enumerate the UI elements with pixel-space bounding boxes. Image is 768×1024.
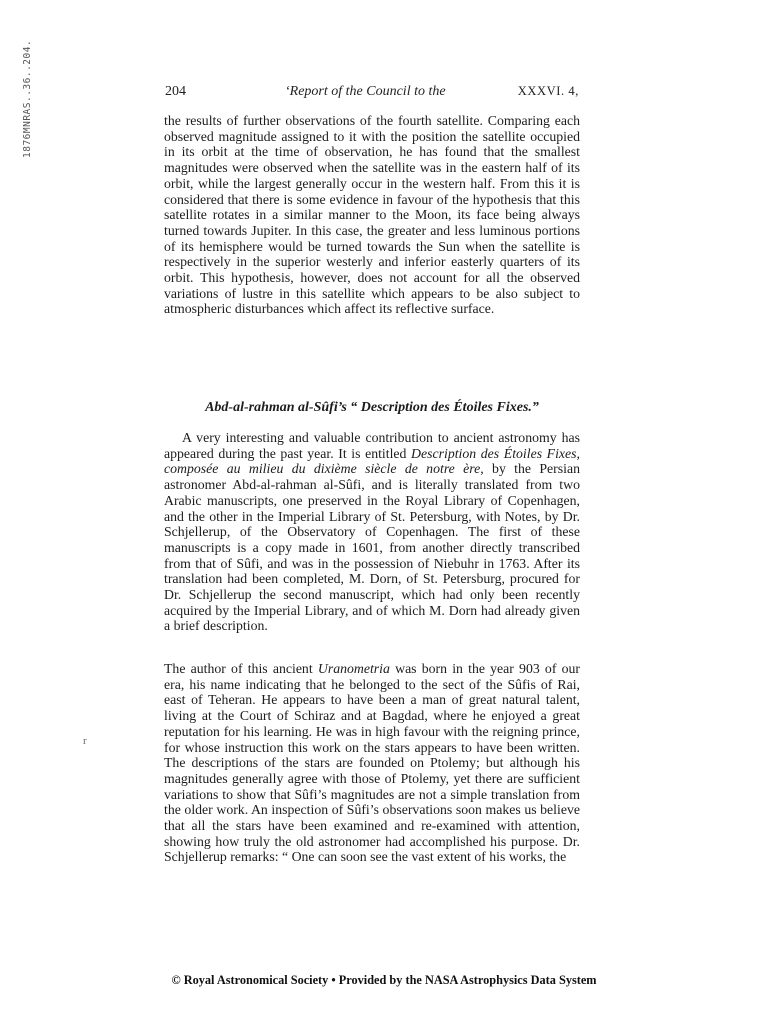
text-run: The author of this ancient — [164, 661, 318, 676]
italic-term: Uranometria — [317, 661, 390, 676]
text-run: , by the Persian astronomer Abd-al-rahman al-Sûfi, and is literally translated from two Arabic manuscripts, one preserved in the Royal Library of Copenhagen, and the other in the Imperial Library of St. Petersburg, with Notes, by Dr. Schjellerup, of the Observatory of Copenhagen. The first of these manuscripts is a copy made in 1601, from another directly transcribed from that of Sûfi, and was in the possession of Niebuhr in 1763. After its translation had been completed, M. Dorn, of St. Petersburg, procured for Dr. Schjellerup the second manuscript, which had only been recently acquired by the Imperial Library, and of which M. Dorn had already given a brief description. — [164, 461, 580, 634]
text-run: was born in the year 903 of our era, his name indicating that he belonged to the sect of the Sûfis of Rai, east of Teheran. He appears to have been a man of great natural talent, living at the Court of Schiraz and at Bagdad, where he enjoyed a great reputation for his learning. He was in high favour with the reigning prince, for whose instruction this work on the stars appears to have been written. The descriptions of the stars are founded on Ptolemy; but although his magnitudes generally agree with those of Ptolemy, yet there are sufficient variations to show that Sûfi’s magnitudes are not a simple translation from the older work. An inspection of Sûfi’s observations soon makes us believe that all the stars have been examined and re-examined with attention, showing how truly the old astronomer had accomplished his purpose. Dr. Schjellerup remarks: “ One can soon see the vast extent of his works, the — [164, 661, 580, 865]
running-title: ‘Report of the Council to the — [285, 84, 446, 99]
text-run: A very interesting and valuable contribution to ancient astronomy has appeared during the past year. It is entitled — [164, 430, 580, 461]
page-header — [165, 84, 579, 104]
paragraph-author-uranometria — [164, 661, 580, 865]
paragraph-description-intro — [164, 430, 580, 634]
paragraph-satellite-observations: the results of further observations of the fourth satellite. Comparing each observed magnitude assigned to it with the position the satellite occupied in its orbit at the time of observation, he has found that the smallest magnitudes were observed when the satellite was in the eastern half of its orbit, while the largest generally occur in the western half. From this it is considered that there is some evidence in favour of the hypothesis that this satellite rotates in a similar manner to the Moon, its face being always turned towards Jupiter. In this case, the greater and less luminous portions of its hemisphere would be turned towards the Sun when the satellite is respectively in the superior westerly and inferior easterly quarters of its orbit. This hypothesis, however, does not account for all the observed variations of lustre in this satellite which appears to be also subject to atmospheric disturbances which affect its reflective surface. — [164, 113, 580, 317]
book-title: Description des Étoiles Fixes, composée au milieu du dixième siècle de notre ère — [164, 445, 580, 477]
margin-mark: r — [83, 735, 87, 747]
bibcode-identifier: 1876MNRAS..36..204. — [22, 39, 33, 158]
page-number: 204 — [165, 84, 186, 99]
section-title: Abd-al-rahman al-Sûfi’s “ Description des Étoiles Fixes.” — [205, 400, 539, 415]
copyright-footer: © Royal Astronomical Society • Provided by the NASA Astrophysics Data System — [171, 973, 597, 987]
volume-number: XXXVI. 4, — [517, 84, 579, 98]
